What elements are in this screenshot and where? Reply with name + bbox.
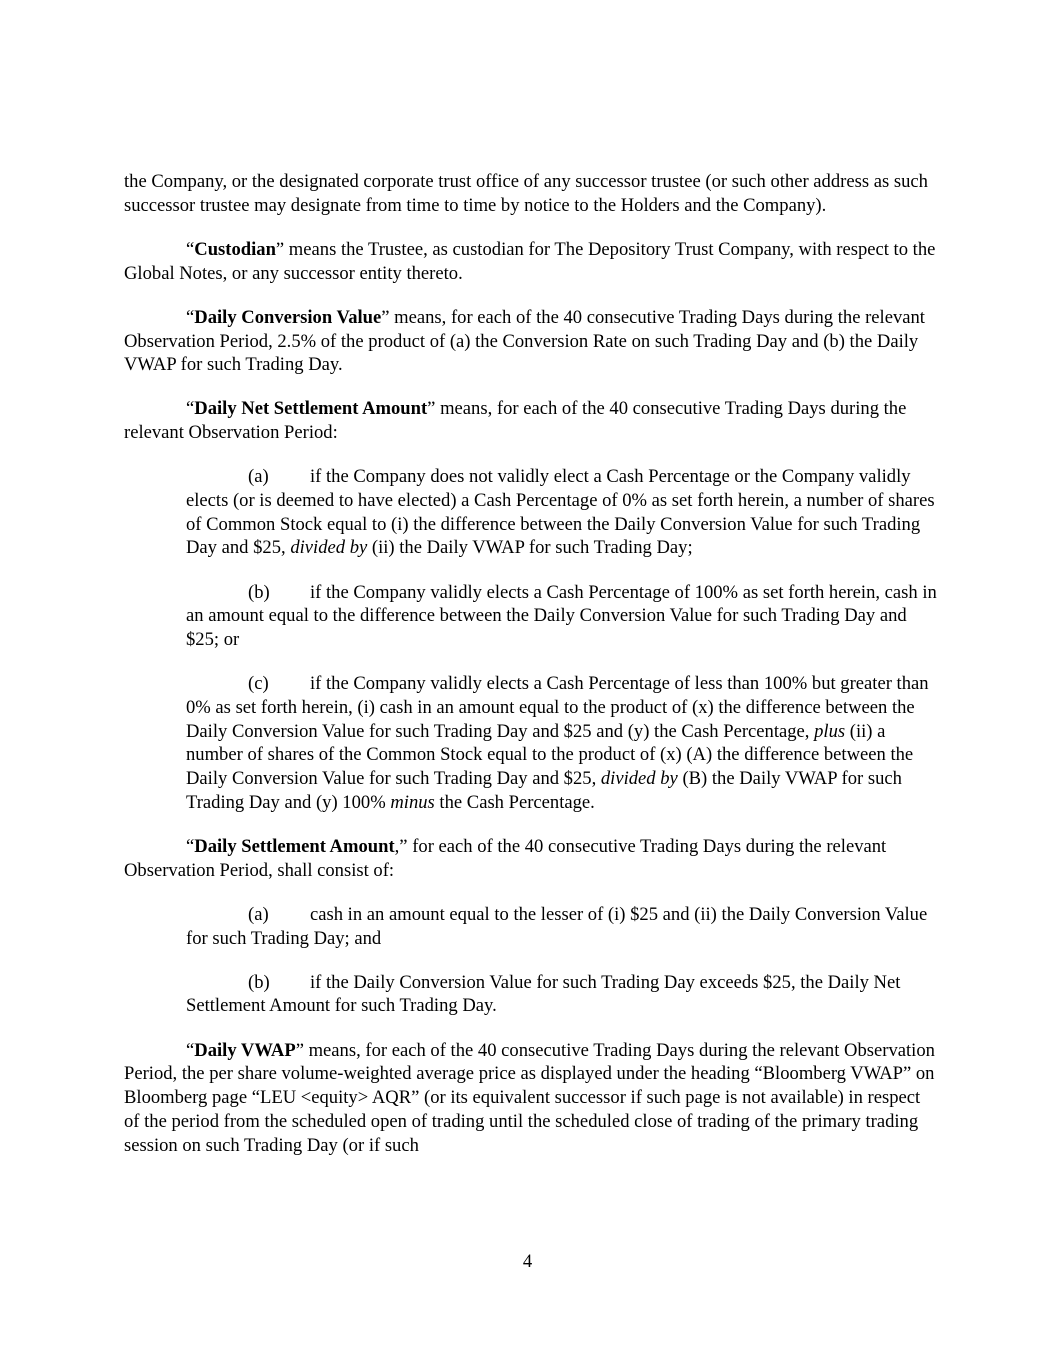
list-item-a — [186, 903, 939, 950]
open-quote: “ — [186, 835, 195, 857]
page-number: 4 — [522, 1251, 533, 1272]
definition-text: ” means, for each of the 40 consecutive Trading Days during the relevant Observation Period, the per share volume-weighted average price as displayed under the heading “Bloomberg VWAP” on Bloomberg page “LEU <equity> AQR” (or its equivalent successor if such page is not available) in respect of the period from the scheduled open of trading until the scheduled close of trading of the primary trading session on such Trading Day (or if such — [124, 1039, 935, 1156]
open-quote: “ — [186, 398, 195, 420]
list-item-text: the Cash Percentage. — [434, 791, 595, 813]
emphasis-text: plus — [814, 720, 846, 742]
definition-daily-net-settlement-amount — [124, 397, 939, 444]
emphasis-text: divided by — [290, 537, 368, 559]
list-item-a — [186, 465, 939, 560]
list-item-label: (c) — [248, 673, 269, 695]
list-item-text: if the Company validly elects a Cash Percentage of 100% as set forth herein, cash in an amount equal to the difference between the Daily Conversion Value for such Trading Day and $25; or — [186, 581, 937, 651]
definition-text: ” means, for each of the 40 consecutive Trading Days during the relevant Observation Period: — [124, 398, 907, 444]
definition-daily-conversion-value — [124, 306, 939, 377]
list-item-text: if the Company does not validly elect a Cash Percentage or the Company validly elects (or is deemed to have elected) a Cash Percentage of 0% as set forth herein, a number of shares of Common Stock equal to (i) the difference between the Daily Conversion Value for such Trading Day and $25, — [186, 466, 935, 559]
list-item-text: if the Daily Conversion Value for such Trading Day exceeds $25, the Daily Net Settlement Amount for such Trading Day. — [186, 971, 901, 1017]
list-item-text: if the Company validly elects a Cash Percentage of less than 100% but greater than 0% as set forth herein, (i) cash in an amount equal to the product of (x) the difference between the Daily Conversion Value for such Trading Day and $25 and (y) the Cash Percentage, — [186, 673, 929, 742]
list-item-label: (b) — [248, 581, 270, 603]
document-body — [124, 170, 939, 1178]
list-item-text: cash in an amount equal to the lesser of (i) $25 and (ii) the Daily Conversion Value for such Trading Day; and — [186, 903, 928, 949]
open-quote: “ — [186, 1039, 195, 1061]
list-item-label: (a) — [248, 903, 269, 925]
list-item-text: (ii) the Daily VWAP for such Trading Day; — [367, 537, 693, 559]
definition-text: ” means, for each of the 40 consecutive Trading Days during the relevant Observation Period, 2.5% of the product of (a) the Conversion Rate on such Trading Day and (b) the Daily VWAP for such Trading Day. — [124, 306, 925, 376]
emphasis-text: divided by — [600, 768, 678, 790]
definition-daily-vwap — [124, 1039, 939, 1158]
paragraph-continuation: the Company, or the designated corporate trust office of any successor trustee (or such other address as such successor trustee may designate from time to time by notice to the Holders and the Company). — [124, 171, 928, 216]
definition-text: ” means the Trustee, as custodian for The Depository Trust Company, with respect to the Global Notes, or any successor entity thereto. — [124, 238, 936, 284]
defined-term: Daily Net Settlement Amount — [194, 398, 428, 420]
list-item-b — [186, 581, 939, 652]
definition-daily-settlement-amount — [124, 835, 939, 882]
open-quote: “ — [186, 306, 195, 328]
list-item-label: (b) — [248, 971, 270, 993]
list-item-c — [186, 672, 939, 814]
defined-term: Daily VWAP — [194, 1039, 296, 1061]
list-item-text: (B) the Daily VWAP for such Trading Day and (y) 100% — [186, 768, 902, 813]
defined-term: Custodian — [194, 238, 276, 260]
open-quote: “ — [186, 238, 195, 260]
emphasis-text: minus — [390, 791, 435, 813]
definition-text: ,” for each of the 40 consecutive Trading Days during the relevant Observation Period, shall consist of: — [124, 835, 887, 881]
list-item-label: (a) — [248, 466, 269, 488]
list-item-text: (ii) a number of shares of the Common Stock equal to the product of (x) (A) the difference between the Daily Conversion Value for such Trading Day and $25, — [186, 720, 914, 790]
list-item-b — [186, 971, 939, 1018]
definition-custodian — [124, 238, 939, 285]
defined-term: Daily Conversion Value — [194, 306, 382, 328]
defined-term: Daily Settlement Amount — [194, 835, 395, 857]
